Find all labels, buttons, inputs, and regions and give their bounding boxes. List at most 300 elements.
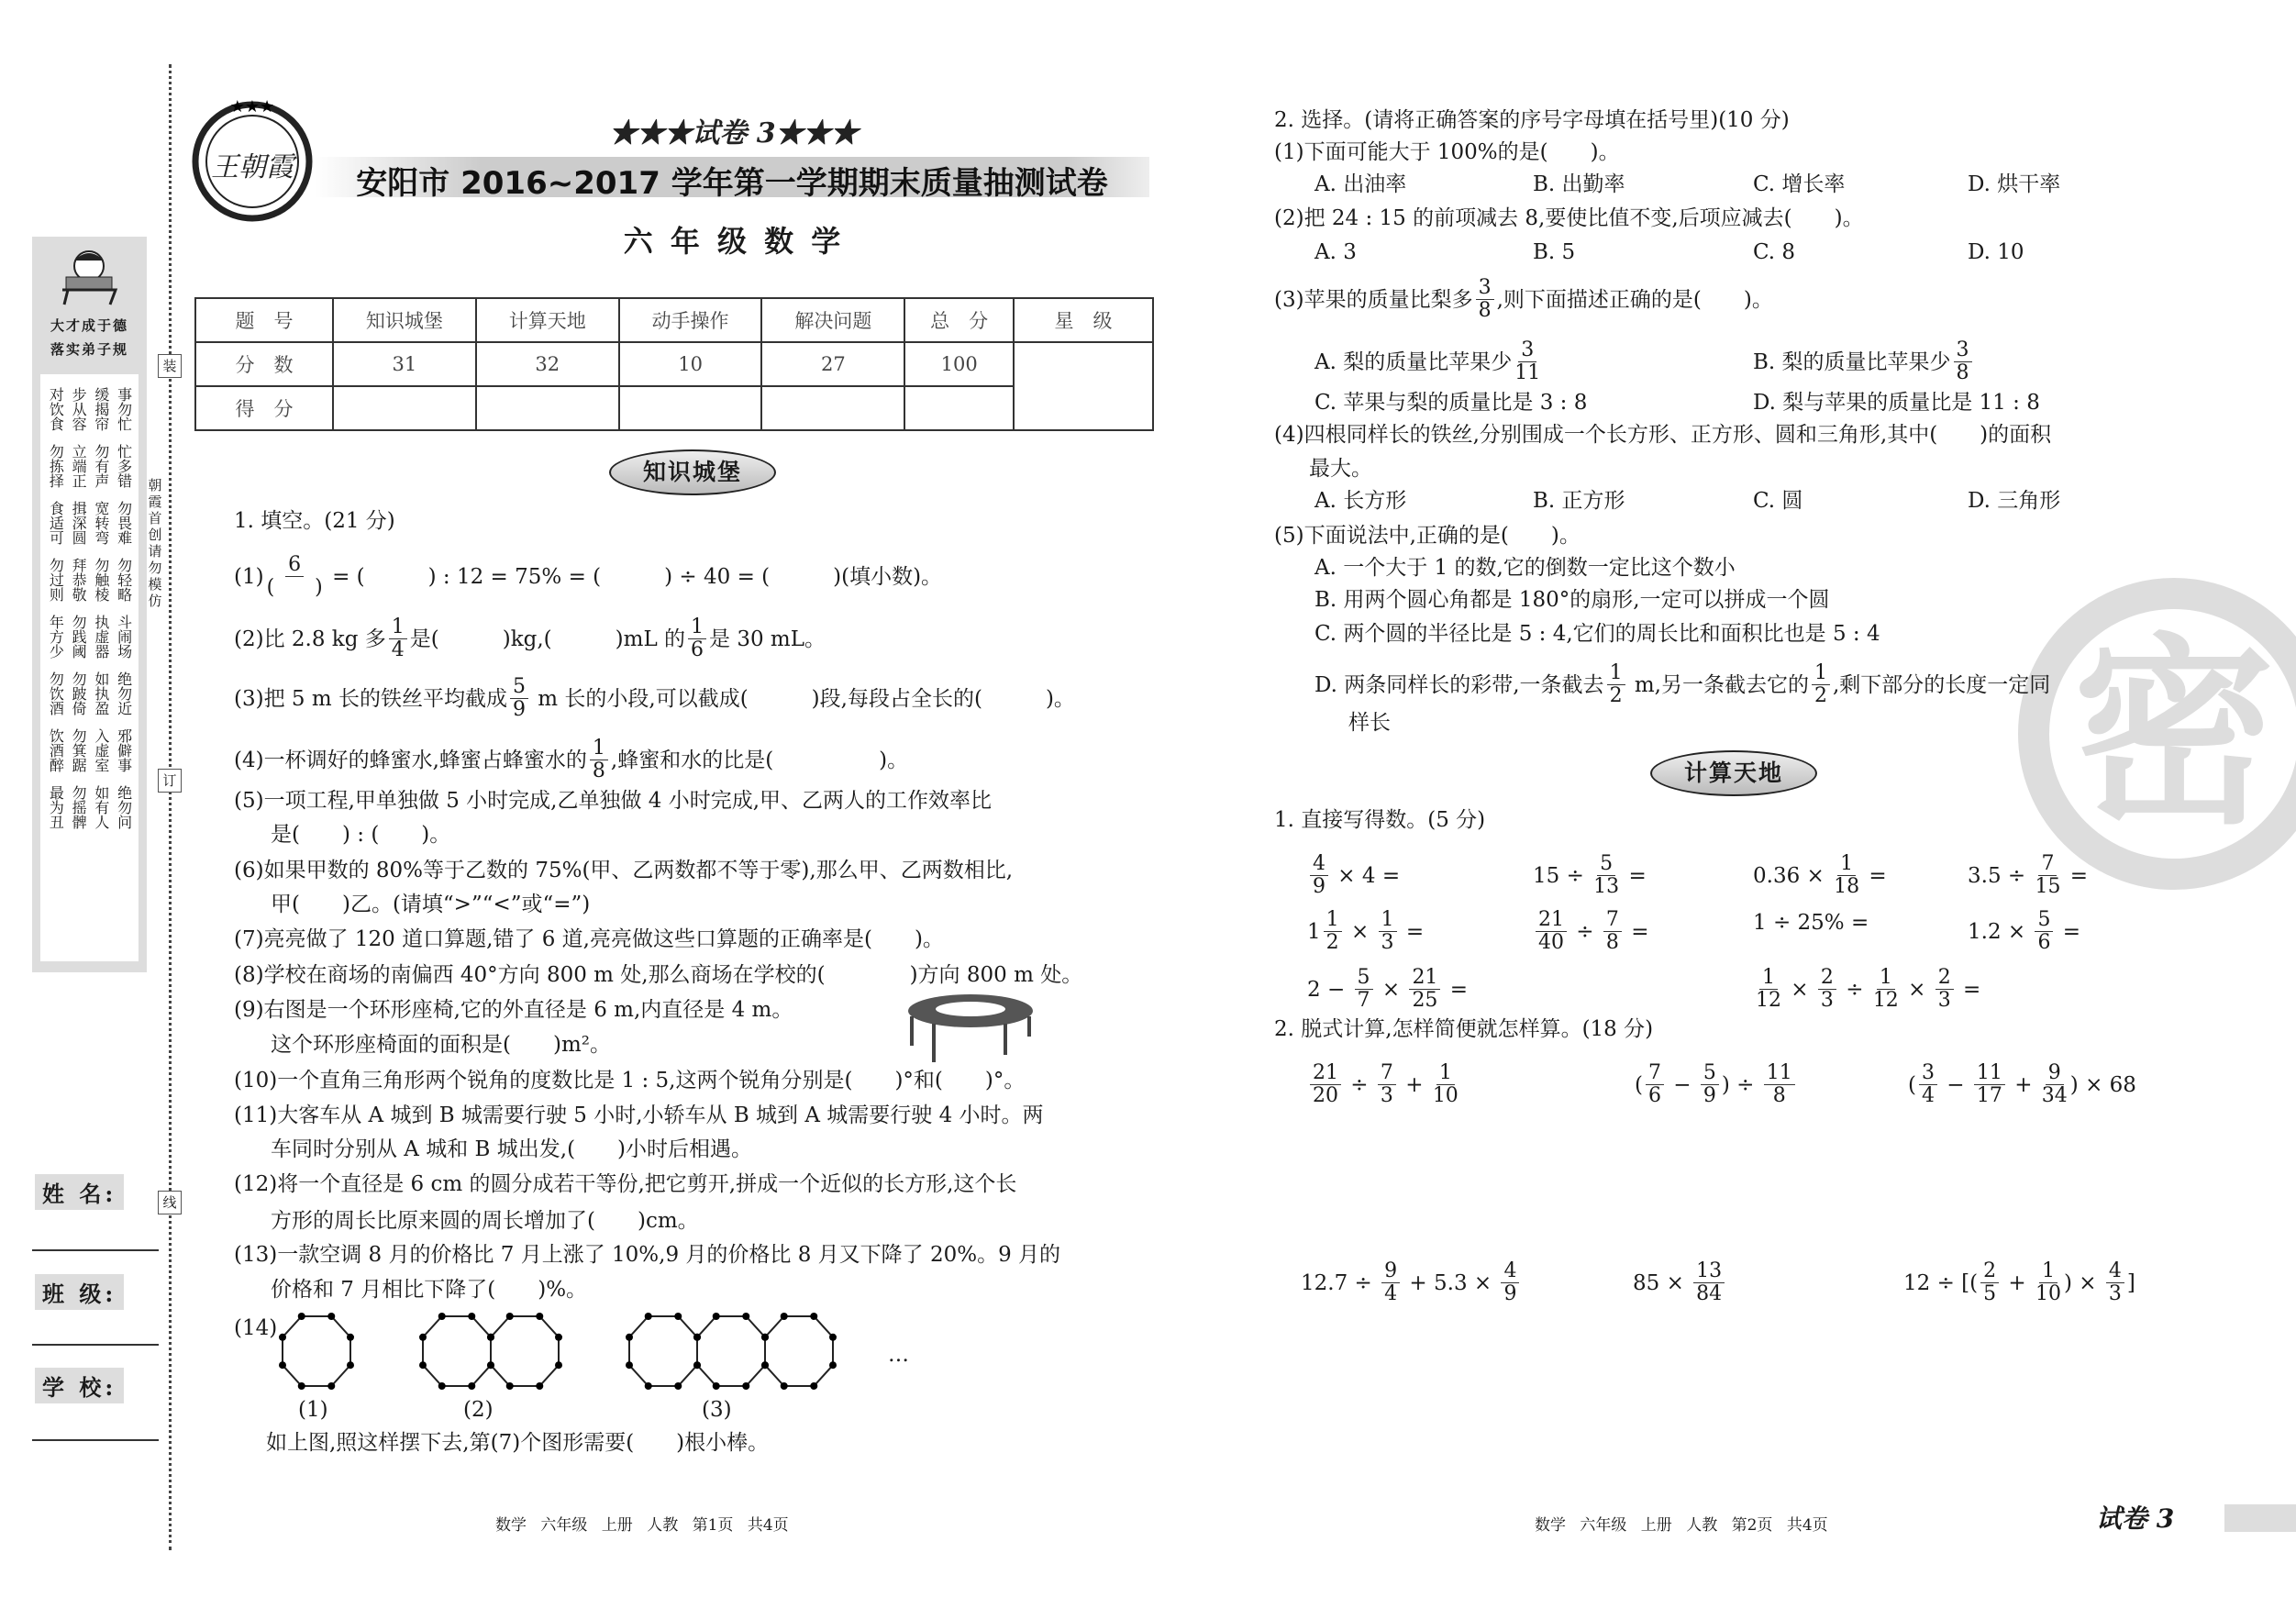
text: ÷ — [1344, 1072, 1375, 1097]
numerator: 5 — [1701, 1062, 1719, 1085]
text: + — [2002, 1270, 2034, 1295]
stick-joint — [347, 1334, 354, 1341]
stick-joint — [829, 1361, 837, 1369]
page-footer: 数学 六年级 上册 人教 第2页 共4页 — [1535, 1516, 1828, 1535]
calc-item — [1635, 1062, 1798, 1107]
fraction — [1310, 853, 1328, 898]
stick-joint — [810, 1313, 817, 1320]
rule-group — [40, 501, 139, 545]
question-item — [266, 1429, 769, 1457]
figure-label: (3) — [702, 1398, 732, 1422]
class-label: 班 级: — [35, 1274, 124, 1310]
text: 12.7 ÷ — [1301, 1270, 1380, 1295]
question-item — [234, 961, 1082, 989]
stick-joint — [645, 1313, 652, 1320]
option: B. 5 — [1533, 240, 1576, 264]
rule-group — [40, 728, 139, 772]
fraction — [1954, 339, 1972, 384]
binding-mark: 订 — [158, 769, 182, 793]
text: (11)大客车从 A 城到 B 城需要行驶 5 小时,小轿车从 B 城到 A 城需要行驶 4 小时。两 — [234, 1103, 1044, 1127]
stick-joint — [506, 1382, 514, 1390]
numerator: 5 — [510, 676, 528, 699]
motto-line: 落实弟子规 — [50, 341, 128, 358]
rule-column: 勿畏难 — [115, 501, 133, 545]
student-reading-illustration — [55, 244, 124, 308]
rule-column: 宽转弯 — [92, 501, 110, 545]
question-item — [271, 1136, 752, 1163]
text: × — [1784, 977, 1815, 1002]
binding-mark: 线 — [158, 1191, 182, 1214]
text: (3)把 5 m 长的铁丝平均截成 — [234, 686, 507, 711]
numerator: 1 — [1812, 662, 1830, 685]
option: D. 10 — [1968, 240, 2024, 264]
denominator: 9 — [1313, 875, 1325, 898]
question-item — [234, 616, 826, 661]
denominator: 9 — [1703, 1084, 1716, 1107]
rule-column: 斗闹场 — [115, 615, 133, 659]
rule-column: 绝勿问 — [115, 785, 133, 829]
numerator: 3 — [1954, 339, 1972, 362]
rule-column: 食适可 — [47, 501, 65, 545]
rule-group — [40, 671, 139, 715]
table-header: 星 级 — [1014, 298, 1153, 342]
stick-joint — [742, 1382, 749, 1390]
option: A. 出油率 — [1314, 172, 1407, 196]
stick-joint — [781, 1382, 788, 1390]
calc-item — [1753, 853, 1887, 898]
denominator: 12 — [1756, 989, 1781, 1012]
fraction — [1646, 1062, 1664, 1107]
text: = — [1624, 919, 1649, 944]
text: − — [1939, 1072, 1971, 1097]
numerator: 4 — [1501, 1260, 1519, 1283]
numerator: 3 — [1518, 339, 1536, 362]
rule-column: 勿有声 — [92, 444, 110, 488]
question-item — [271, 1276, 587, 1303]
text: 15 ÷ — [1533, 863, 1592, 888]
rule-column: 最为丑 — [47, 785, 65, 829]
rule-column: 执虚器 — [92, 615, 110, 659]
score-cell[interactable] — [761, 386, 904, 430]
denominator: 84 — [1696, 1282, 1723, 1305]
binding-dotted-line — [169, 64, 172, 1550]
numerator: 6 — [285, 554, 304, 577]
rule-column: 入虚室 — [92, 728, 110, 772]
option — [1314, 662, 2050, 707]
rule-column: 勿轻略 — [115, 558, 133, 602]
rule-column: 勿过则 — [47, 558, 65, 602]
text: (12)将一个直径是 6 cm 的圆分成若干等份,把它剪开,拼成一个近似的长方形,这个长 — [234, 1172, 1017, 1196]
numerator: 1 — [688, 616, 706, 639]
stick-joint — [761, 1334, 769, 1341]
text: − — [1666, 1072, 1698, 1097]
octagon — [423, 1316, 491, 1386]
rule-column: 勿拣择 — [47, 444, 65, 488]
question-item — [234, 554, 942, 599]
fraction — [1536, 909, 1567, 954]
text: ( — [1908, 1072, 1916, 1097]
denominator: 3 — [1937, 989, 1951, 1012]
denominator: 8 — [1478, 299, 1492, 322]
numerator: 2 — [1936, 967, 1954, 990]
option: B. 出勤率 — [1533, 172, 1625, 196]
text: (9)右图是一个环形座椅,它的外直径是 6 m,内直径是 4 m。 — [234, 998, 793, 1022]
points-cell: 10 — [619, 342, 762, 386]
watermark-seal: 密 — [2018, 578, 2296, 890]
fraction — [1379, 909, 1397, 954]
text: = ( ) : 12 = 75% = ( ) ÷ 40 = ( )(填小数)。 — [325, 564, 943, 589]
octagon — [697, 1316, 765, 1386]
star-rating-cell[interactable] — [1014, 342, 1153, 430]
question-item — [234, 857, 1013, 884]
fraction — [1501, 1260, 1519, 1305]
text: ) ÷ — [1721, 1072, 1761, 1097]
rule-column: 忙多错 — [115, 444, 133, 488]
text: = — [1862, 863, 1887, 888]
denominator: 17 — [1976, 1084, 2002, 1107]
figure-label: (1) — [298, 1398, 328, 1422]
text: ,则下面描述正确的是( )。 — [1496, 287, 1773, 312]
question-item — [271, 1207, 699, 1235]
fraction — [1355, 967, 1373, 1012]
logo-text: 王朝霞 — [211, 151, 294, 183]
text: 价格和 7 月相比下降了( )%。 — [271, 1278, 588, 1302]
fraction — [1378, 1062, 1396, 1107]
motto-line: 大才成于德 — [50, 317, 128, 334]
text: (8)学校在商场的南偏西 40°方向 800 m 处,那么商场在学校的( )方向 800 m 处。 — [234, 963, 1083, 987]
text: = — [2056, 919, 2081, 944]
fraction — [1818, 967, 1836, 1012]
option — [1753, 339, 1975, 384]
fraction — [2035, 853, 2060, 898]
school-field[interactable] — [32, 1439, 159, 1441]
binding-mark: 装 — [158, 354, 182, 378]
denominator: 10 — [1432, 1084, 1459, 1107]
fraction — [2042, 1062, 2068, 1107]
text: (6)如果甲数的 80%等于乙数的 75%(甲、乙两数都不等于零),那么甲、乙两数相比, — [234, 859, 1014, 882]
text: (1)下面可能大于 100%的是( )。 — [1274, 140, 1620, 164]
rule-column: 勿箕踞 — [70, 728, 88, 772]
question-item: (5)下面说法中,正确的是( )。 — [1274, 524, 1581, 548]
stick-joint — [327, 1382, 335, 1390]
option: C. 苹果与梨的质量比是 3 : 8 — [1314, 391, 1588, 415]
text: A. 梨的质量比苹果少 — [1314, 349, 1513, 374]
denominator: 5 — [1983, 1282, 1997, 1305]
text: 0.36 × — [1753, 863, 1832, 888]
fraction — [389, 616, 407, 661]
denominator: 9 — [1503, 1282, 1517, 1305]
numerator: 1 — [590, 738, 608, 760]
denominator: 12 — [1872, 989, 1899, 1012]
question-item — [234, 738, 908, 782]
octagon — [491, 1316, 559, 1386]
score-cell[interactable] — [619, 386, 762, 430]
text: = — [1399, 919, 1425, 944]
denominator: 3 — [1380, 1084, 1393, 1107]
page-footer: 数学 六年级 上册 人教 第1页 共4页 — [495, 1516, 789, 1535]
numerator: 5 — [1355, 967, 1373, 990]
numerator: 13 — [1693, 1260, 1725, 1283]
question-item — [234, 787, 992, 815]
denominator: 25 — [1412, 989, 1438, 1012]
text: ] — [2126, 1270, 2135, 1295]
points-cell: 100 — [904, 342, 1014, 386]
option: D. 烘干率 — [1968, 172, 2061, 196]
denominator: 8 — [1772, 1084, 1786, 1107]
table-header: 解决问题 — [761, 298, 904, 342]
text: × 4 = — [1331, 863, 1401, 888]
exam-title: 安阳市 2016~2017 学年第一学期期末质量抽测试卷 — [356, 165, 1108, 202]
table-header: 知识城堡 — [333, 298, 476, 342]
denominator: 7 — [1357, 989, 1370, 1012]
denominator: 4 — [1384, 1282, 1398, 1305]
option: A. 3 — [1314, 240, 1357, 264]
fraction — [1974, 1062, 2005, 1107]
fraction — [1603, 909, 1622, 954]
denominator: 13 — [1593, 875, 1620, 898]
fraction — [1834, 853, 1859, 898]
text: ,蜂蜜和水的比是( )。 — [610, 748, 909, 772]
calc-item — [1633, 1260, 1727, 1305]
stick-joint — [536, 1382, 543, 1390]
text: (5)一项工程,甲单独做 5 小时完成,乙单独做 4 小时完成,甲、乙两人的工作效率比 — [234, 789, 993, 813]
points-cell: 32 — [476, 342, 619, 386]
fraction — [1812, 662, 1830, 707]
numerator: 1 — [1436, 1062, 1455, 1085]
question-item — [271, 821, 450, 848]
question-item: (14) — [234, 1316, 278, 1340]
option: B. 用两个圆心角都是 180°的扇形,一定可以拼成一个圆 — [1314, 588, 1830, 612]
score-cell[interactable] — [333, 386, 476, 430]
option: B. 正方形 — [1533, 489, 1625, 513]
rule-column: 揖深圆 — [70, 501, 88, 545]
question-title: 1. 填空。(21 分) — [234, 509, 395, 533]
svg-text:★★★: ★★★ — [229, 97, 275, 116]
fraction — [2035, 909, 2053, 954]
rule-column: 饮酒醉 — [47, 728, 65, 772]
text: 是( ) : ( )。 — [271, 823, 451, 847]
numerator: 1 — [1877, 967, 1895, 990]
score-cell[interactable] — [904, 386, 1014, 430]
rule-column: 缓揭帘 — [92, 387, 110, 431]
corner-paper-number: 试卷 3 — [2096, 1503, 2175, 1534]
section-title-knowledge: 知识城堡 — [609, 449, 776, 495]
rule-group — [40, 444, 139, 488]
numerator: 3 — [1476, 277, 1494, 300]
text: ( — [1635, 1072, 1643, 1097]
question-item — [271, 1031, 611, 1059]
denominator: 3 — [1820, 989, 1834, 1012]
fraction — [1701, 1062, 1719, 1107]
rule-column: 绝勿近 — [115, 671, 133, 715]
stick-joint — [419, 1361, 427, 1369]
text: 3.5 ÷ — [1968, 863, 2033, 888]
text: m,另一条截去它的 — [1627, 672, 1809, 697]
numerator: 9 — [2046, 1062, 2064, 1085]
denominator: 2 — [1325, 931, 1339, 954]
option: C. 增长率 — [1753, 172, 1846, 196]
numerator: 7 — [1646, 1062, 1664, 1085]
denominator: 8 — [1605, 931, 1619, 954]
rule-column: 对饮食 — [47, 387, 65, 431]
score-cell[interactable] — [476, 386, 619, 430]
text: 1.2 × — [1968, 919, 2033, 944]
name-field[interactable] — [32, 1249, 159, 1251]
stick-joint — [279, 1361, 286, 1369]
row-label: 分 数 — [195, 342, 333, 386]
text: + 5.3 × — [1403, 1270, 1499, 1295]
stick-joint — [645, 1382, 652, 1390]
score-table — [194, 297, 1154, 431]
denominator: ( ) — [266, 576, 323, 599]
rule-column: 勿触棱 — [92, 558, 110, 602]
stick-joint — [279, 1334, 286, 1341]
option: C. 两个圆的半径比是 5 : 4,它们的周长比和面积比也是 5 : 4 — [1314, 622, 1880, 646]
table-header: 题 号 — [195, 298, 333, 342]
rule-column: 邪僻事 — [115, 728, 133, 772]
text: = — [1622, 863, 1647, 888]
numerator: 7 — [2038, 853, 2057, 876]
fraction — [1919, 1062, 1937, 1107]
denominator: 15 — [2035, 875, 2061, 898]
text: × — [1344, 919, 1376, 944]
table-row — [195, 342, 1153, 386]
numerator: 21 — [1310, 1062, 1341, 1085]
question-item — [234, 926, 944, 953]
denominator: 4 — [391, 638, 405, 661]
numerator: 7 — [1603, 909, 1622, 932]
denominator: 18 — [1834, 875, 1860, 898]
class-field[interactable] — [32, 1344, 159, 1346]
fraction — [267, 554, 323, 599]
stick-joint — [419, 1334, 427, 1341]
points-cell: 31 — [333, 342, 476, 386]
question-item — [1274, 277, 1773, 322]
stick-joint — [487, 1334, 494, 1341]
calc-item — [1903, 1260, 2135, 1305]
numerator: 4 — [2106, 1260, 2124, 1283]
text: + — [2007, 1072, 2039, 1097]
stick-joint — [761, 1361, 769, 1369]
calc-item — [1307, 853, 1400, 898]
text: 甲( )乙。(请填“>”“<”或“=”) — [271, 893, 591, 916]
fraction — [1607, 662, 1625, 707]
text: (7)亮亮做了 120 道口算题,错了 6 道,亮亮做这些口算题的正确率是( )。 — [234, 927, 944, 951]
numerator: 2 — [1980, 1260, 1999, 1283]
fraction — [1873, 967, 1899, 1012]
rule-column: 勿跛倚 — [70, 671, 88, 715]
fraction — [688, 616, 706, 661]
text: × — [1375, 977, 1407, 1002]
fraction — [1514, 339, 1540, 384]
calc-item — [1968, 909, 2080, 954]
question-item — [1274, 139, 1620, 166]
table-header: 总 分 — [904, 298, 1014, 342]
denominator: 3 — [2108, 1282, 2122, 1305]
name-label: 姓 名: — [35, 1174, 124, 1210]
option: 样长 — [1348, 711, 1391, 735]
fraction — [1409, 967, 1440, 1012]
stick-joint — [327, 1313, 335, 1320]
rule-column: 事勿忙 — [115, 387, 133, 431]
calc-item — [1307, 909, 1424, 954]
numerator: 1 — [1607, 662, 1625, 685]
stick-joint — [506, 1313, 514, 1320]
rule-column: 勿饮酒 — [47, 671, 65, 715]
calc-item — [1753, 909, 1869, 937]
question-item — [234, 1067, 1025, 1094]
text: 是 30 mL。 — [709, 627, 826, 651]
denominator: 2 — [1814, 684, 1827, 707]
stick-joint — [626, 1334, 633, 1341]
text: (1) — [234, 564, 264, 589]
stick-joint — [438, 1313, 446, 1320]
text: 方形的周长比原来圆的周长增加了( )cm。 — [271, 1209, 699, 1233]
rule-column: 拜恭敬 — [70, 558, 88, 602]
numerator: 9 — [1381, 1260, 1400, 1283]
question-item — [234, 996, 793, 1024]
numerator: 11 — [1974, 1062, 2005, 1085]
text: 1 ÷ 25% = — [1753, 911, 1869, 935]
denominator: 11 — [1514, 361, 1541, 384]
option: A. 一个大于 1 的数,它的倒数一定比这个数小 — [1314, 556, 1736, 580]
text: 这个环形座椅面的面积是( )m²。 — [271, 1033, 611, 1057]
stick-joint — [347, 1361, 354, 1369]
section-title-calculation: 计算天地 — [1650, 750, 1817, 796]
motto-strip — [32, 237, 147, 972]
exam-subtitle: 六 年 级 数 学 — [623, 224, 845, 259]
ring-bench-image — [904, 991, 1042, 1064]
rule-column: 如执盈 — [92, 671, 110, 715]
text: (13)一款空调 8 月的价格比 7 月上涨了 10%,9 月的价格比 8 月又下降了 20%。9 月的 — [234, 1243, 1061, 1267]
fraction — [1476, 277, 1494, 322]
question-title: 2. 选择。(请将正确答案的序号字母填在括号里)(10 分) — [1274, 108, 1790, 132]
calc-item — [1307, 967, 1468, 1012]
fraction — [1433, 1062, 1459, 1107]
fraction — [2106, 1260, 2124, 1305]
row-label: 得 分 — [195, 386, 333, 430]
calc-item — [1968, 853, 2088, 898]
stick-joint — [468, 1313, 475, 1320]
numerator: 21 — [1409, 967, 1440, 990]
stick-joint — [555, 1361, 562, 1369]
denominator: 4 — [1921, 1084, 1935, 1107]
stick-joint — [298, 1382, 305, 1390]
fraction — [590, 738, 608, 782]
option — [1314, 339, 1543, 384]
stick-joint — [487, 1361, 494, 1369]
numerator: 21 — [1536, 909, 1567, 932]
octagon — [629, 1316, 697, 1386]
numerator: 1 — [1759, 967, 1778, 990]
denominator: 10 — [2035, 1282, 2062, 1305]
numerator: 1 — [1379, 909, 1397, 932]
stick-joint — [713, 1382, 720, 1390]
text: + — [1398, 1072, 1430, 1097]
text: ) × 68 — [2069, 1072, 2136, 1097]
denominator: 34 — [2041, 1084, 2068, 1107]
stick-joint — [626, 1361, 633, 1369]
text: D. 两条同样长的彩带,一条截去 — [1314, 672, 1604, 697]
copyright-notice: 朝霞首创 请勿模仿 — [148, 477, 162, 609]
numerator: 5 — [2035, 909, 2053, 932]
text: (2)比 2.8 kg 多 — [234, 627, 386, 651]
rule-column: 立端正 — [70, 444, 88, 488]
denominator: 8 — [1956, 361, 1969, 384]
stick-joint — [742, 1313, 749, 1320]
stick-joint — [536, 1313, 543, 1320]
stick-joint — [693, 1334, 701, 1341]
